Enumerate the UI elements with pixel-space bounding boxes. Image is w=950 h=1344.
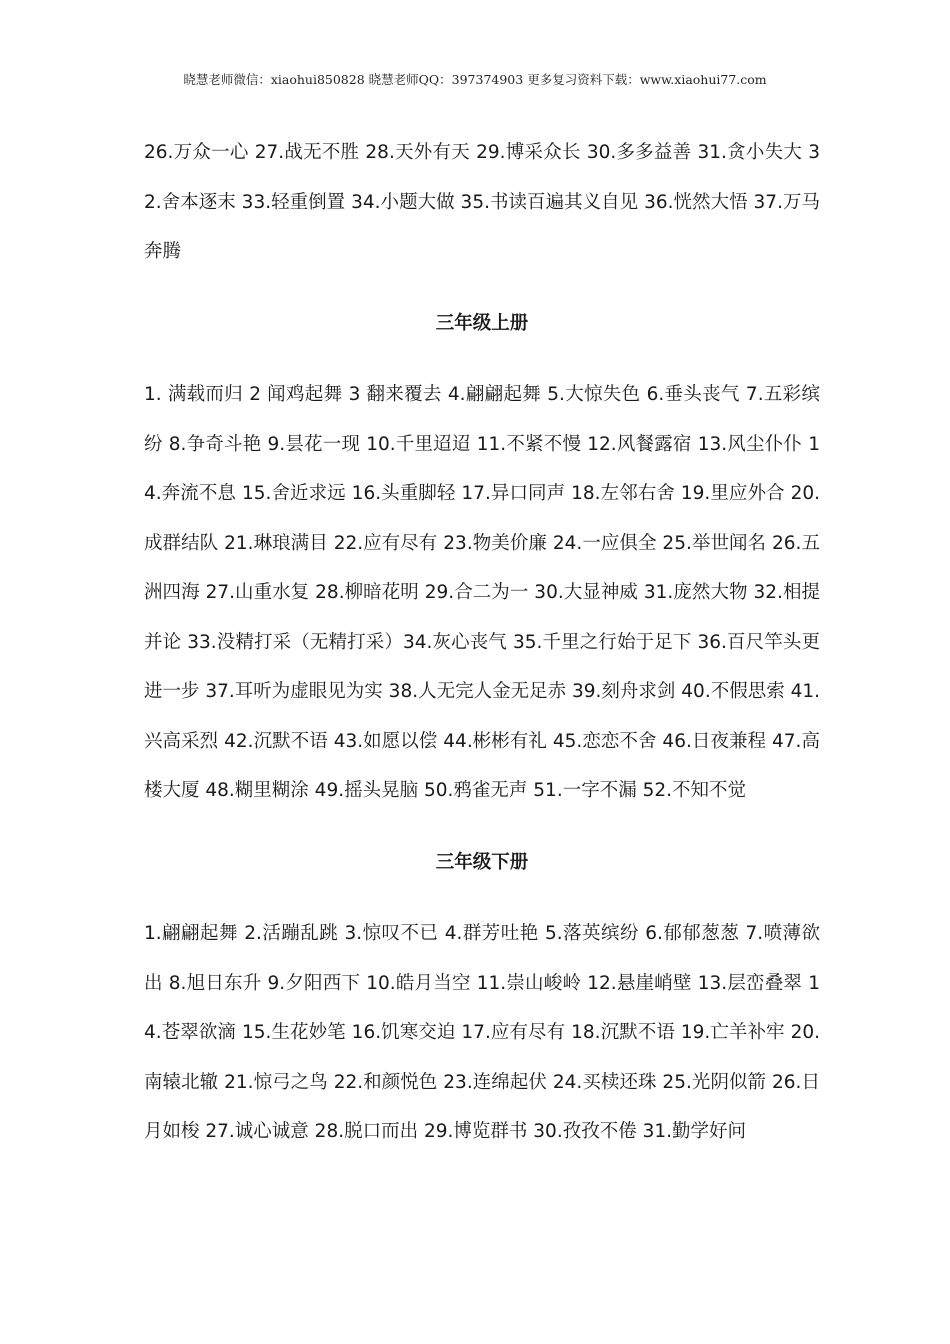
idiom-list-grade3-vol2: 1.翩翩起舞 2.活蹦乱跳 3.惊叹不已 4.群芳吐艳 5.落英缤纷 6.郁郁葱葱 7.喷薄欲出 8.旭日东升 9.夕阳西下 10.皓月当空 11.崇山峻岭 12.悬崖峭壁 13.层峦叠翠 14.苍翠欲滴 15.生花妙笔 16.饥寒交迫 17.应有尽有 18.沉默不语 19.亡羊补牢 20.南辕北辙 21.惊弓之鸟 22.和颜悦色 23.连绵起伏 24.买椟还珠 25.光阴似箭 26.日月如梭 27.诚心诚意 28.脱口而出 29.博览群书 30.孜孜不倦 31.勤学好问 bbox=[144, 923, 820, 1142]
section-title-grade3-vol2: 三年级下册 bbox=[435, 851, 529, 873]
page-header-watermark: 晓慧老师微信：xiaohui850828 晓慧老师QQ：397374903 更多复习资料下载：www.xiaohui77.com bbox=[183, 72, 767, 87]
document-body bbox=[144, 128, 820, 1157]
idiom-list-continued: 26.万众一心 27.战无不胜 28.天外有天 29.博采众长 30.多多益善 31.贪小失大 32.舍本逐末 33.轻重倒置 34.小题大做 35.书读百遍其义自见 36.恍然大悟 37.万马奔腾 bbox=[144, 142, 820, 262]
idiom-list-grade3-vol1: 1. 满载而归 2 闻鸡起舞 3 翻来覆去 4.翩翩起舞 5.大惊失色 6.垂头丧气 7.五彩缤纷 8.争奇斗艳 9.昙花一现 10.千里迢迢 11.不紧不慢 12.风餐露宿 13.风尘仆仆 14.奔流不息 15.舍近求远 16.头重脚轻 17.异口同声 18.左邻右舍 19.里应外合 20.成群结队 21.琳琅满目 22.应有尽有 23.物美价廉 24.一应俱全 25.举世闻名 26.五洲四海 27.山重水复 28.柳暗花明 29.合二为一 30.大显神威 31.庞然大物 32.相提并论 33.没精打采（无精打采）34.灰心丧气 35.千里之行始于足下 36.百尺竿头更进一步 37.耳听为虚眼见为实 38.人无完人金无足赤 39.刻舟求剑 40.不假思索 41.兴高采烈 42.沉默不语 43.如愿以偿 44.彬彬有礼 45.恋恋不舍 46.日夜兼程 47.高楼大厦 48.糊里糊涂 49.摇头晃脑 50.鸦雀无声 51.一字不漏 52.不知不觉 bbox=[144, 384, 821, 801]
section-title-grade3-vol1: 三年级上册 bbox=[435, 312, 529, 334]
